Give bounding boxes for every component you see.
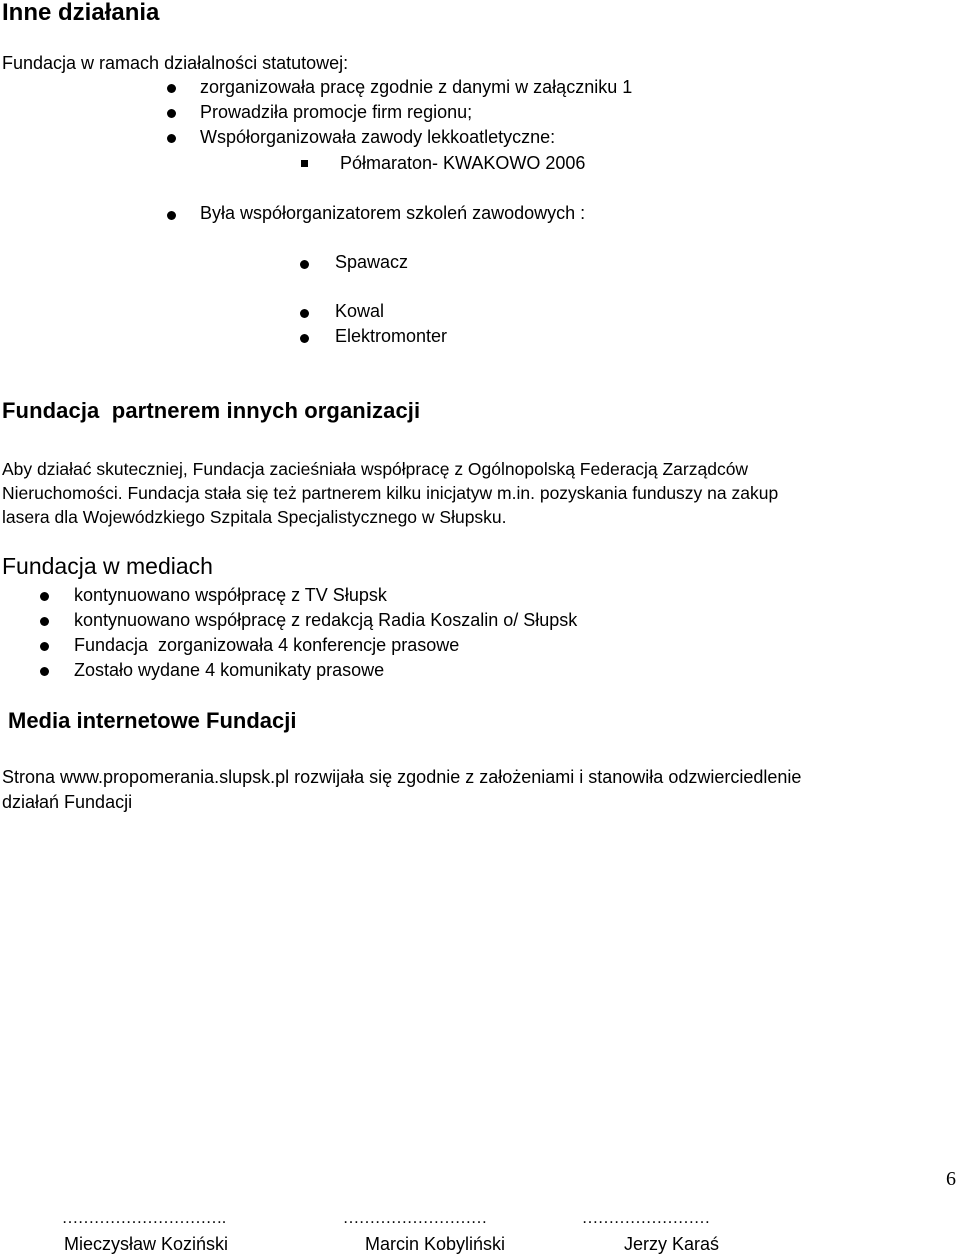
list-item: Zostało wydane 4 komunikaty prasowe (74, 660, 385, 680)
list-item: Była współorganizatorem szkoleń zawodowych : (200, 203, 586, 223)
bullet-icon (40, 592, 49, 601)
bullet-icon (167, 211, 176, 220)
signature-name: Mieczysław Koziński (64, 1234, 229, 1254)
paragraph-line: lasera dla Wojewódzkiego Szpitala Specjalistycznego w Słupsku. (2, 507, 507, 527)
training-item: Kowal (335, 301, 385, 321)
bullet-icon (40, 667, 49, 676)
list-item: Współorganizowała zawody lekkoatletyczne: (200, 127, 556, 147)
signature-name: Jerzy Karaś (624, 1234, 720, 1254)
paragraph-line: Strona www.propomerania.slupsk.pl rozwijała się zgodnie z założeniami i stanowiła odzwierciedlenie (2, 767, 802, 787)
paragraph-line: Nieruchomości. Fundacja stała się też partnerem kilku inicjatyw m.in. pozyskania funduszy na zakup (2, 483, 779, 503)
signature-line: ……………………… (343, 1210, 487, 1227)
list-item: Prowadziła promocje firm regionu; (200, 102, 473, 122)
list-item: kontynuowano współpracę z TV Słupsk (74, 585, 387, 605)
section-heading: Fundacja w mediach (2, 553, 213, 579)
training-item: Spawacz (335, 252, 409, 272)
bullet-icon (167, 109, 176, 118)
bullet-icon (167, 134, 176, 143)
section-heading: Fundacja partnerem innych organizacji (2, 398, 421, 423)
bullet-icon (300, 334, 309, 343)
bullet-icon (300, 309, 309, 318)
list-item: kontynuowano współpracę z redakcją Radia Koszalin o/ Słupsk (74, 610, 578, 630)
paragraph-line: Aby działać skuteczniej, Fundacja zacieśniała współpracę z Ogólnopolską Federacją Zarządców (2, 459, 749, 479)
bullet-icon (40, 642, 49, 651)
list-item: Fundacja zorganizowała 4 konferencje prasowe (74, 635, 460, 655)
signature-line: …………………… (582, 1210, 710, 1227)
intro-text: Fundacja w ramach działalności statutowej: (2, 53, 349, 73)
bullet-icon (40, 617, 49, 626)
signature-line: …………………………. (62, 1210, 226, 1227)
list-item: zorganizowała pracę zgodnie z danymi w załączniku 1 (200, 77, 633, 97)
section-heading: Media internetowe Fundacji (8, 708, 297, 733)
bullet-icon (167, 84, 176, 93)
sub-list-item: Półmaraton- KWAKOWO 2006 (340, 153, 586, 173)
signature-name: Marcin Kobyliński (365, 1234, 506, 1254)
page-number: 6 (946, 1168, 956, 1190)
bullet-icon (300, 260, 309, 269)
paragraph-line: działań Fundacji (2, 792, 133, 812)
training-item: Elektromonter (335, 326, 448, 346)
square-bullet-icon (301, 160, 308, 167)
page-title: Inne działania (2, 0, 160, 26)
